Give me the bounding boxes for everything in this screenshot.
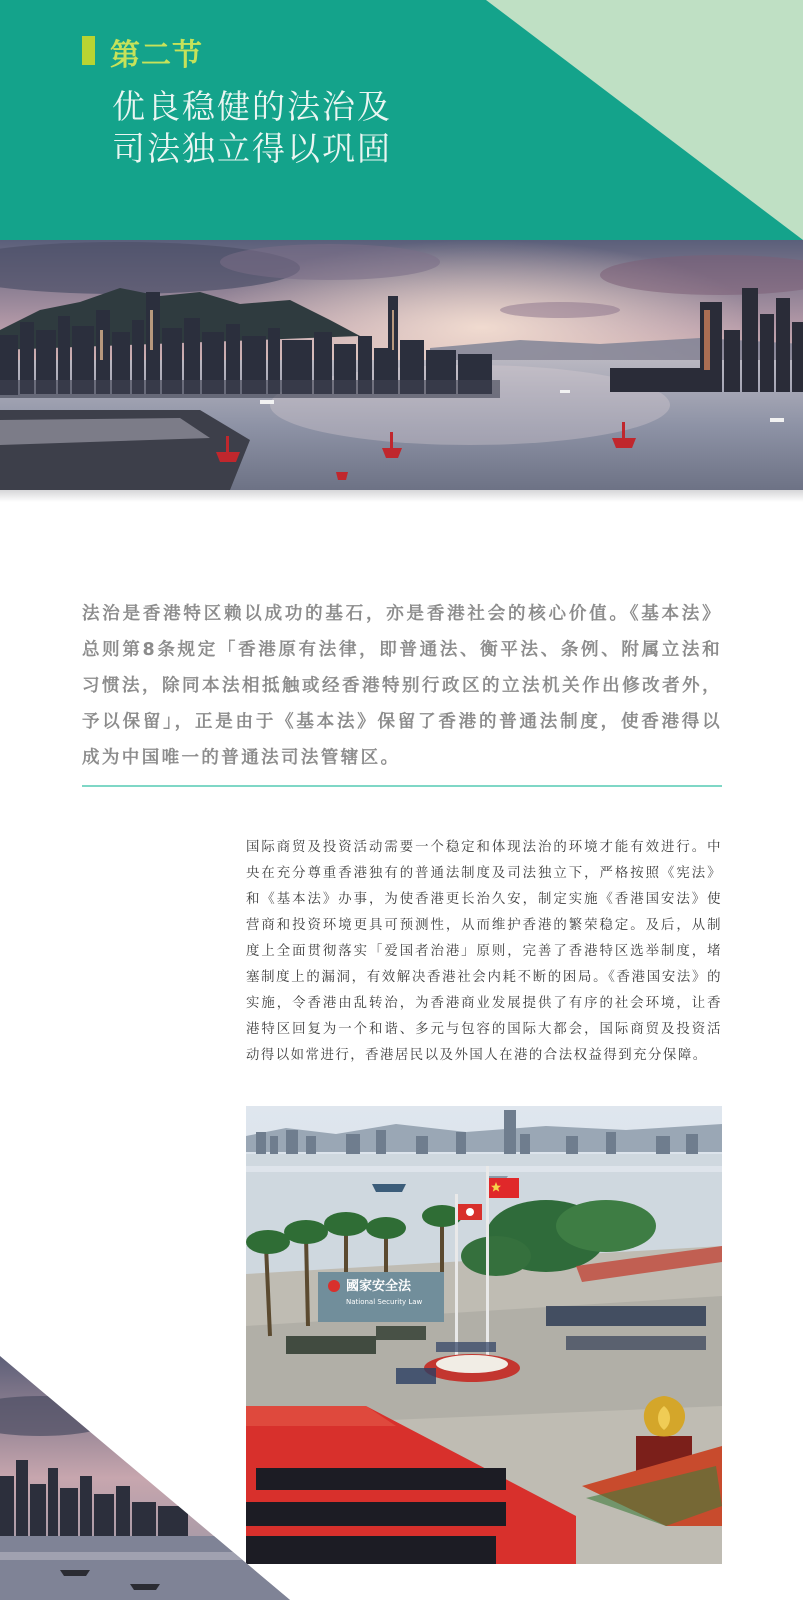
board-title: 國家安全法	[346, 1279, 412, 1294]
banner-shadow	[0, 490, 803, 502]
board-subtitle: National Security Law	[346, 1298, 423, 1306]
section-title	[112, 86, 492, 170]
section-divider	[82, 785, 722, 787]
intro-paragraph: 法治是香港特区赖以成功的基石，亦是香港社会的核心价值。《基本法》总则第8条规定「香港原有法律，即普通法、衡平法、条例、附属立法和习惯法，除同本法相抵触或经香港特别行政区的立法机关作出修改者外，予以保留」，正是由于《基本法》保留了香港的普通法制度，使香港得以成为中国唯一的普通法司法管辖区。	[82, 603, 722, 768]
section-title-line-2: 司法独立得以巩固	[112, 129, 392, 168]
body-paragraph: 国际商贸及投资活动需要一个稳定和体现法治的环境才能有效进行。中央在充分尊重香港独有的普通法制度及司法独立下，严格按照《宪法》和《基本法》办事，为使香港更长治久安，制定实施《香港国安法》使营商和投资环境更具可预测性，从而维护香港的繁荣稳定。及后，从制度上全面贯彻落实「爱国者治港」原则，完善了香港特区选举制度，堵塞制度上的漏洞，有效解决香港社会内耗不断的困局。《香港国安法》的实施，令香港由乱转治，为香港商业发展提供了有序的社会环境，让香港特区回复为一个和谐、多元与包容的国际大都会，国际商贸及投资活动得以如常进行，香港居民以及外国人在港的合法权益得到充分保障。	[246, 840, 722, 1064]
section-header	[0, 0, 803, 240]
section-accent-bar	[82, 36, 95, 65]
flag-raising-ceremony-photo	[246, 1106, 722, 1564]
section-title-line-1: 优良稳健的法治及	[112, 87, 392, 126]
section-number: 第二节	[110, 38, 203, 73]
corner-skyline-photo	[0, 1356, 290, 1600]
victoria-harbour-photo	[0, 240, 803, 490]
